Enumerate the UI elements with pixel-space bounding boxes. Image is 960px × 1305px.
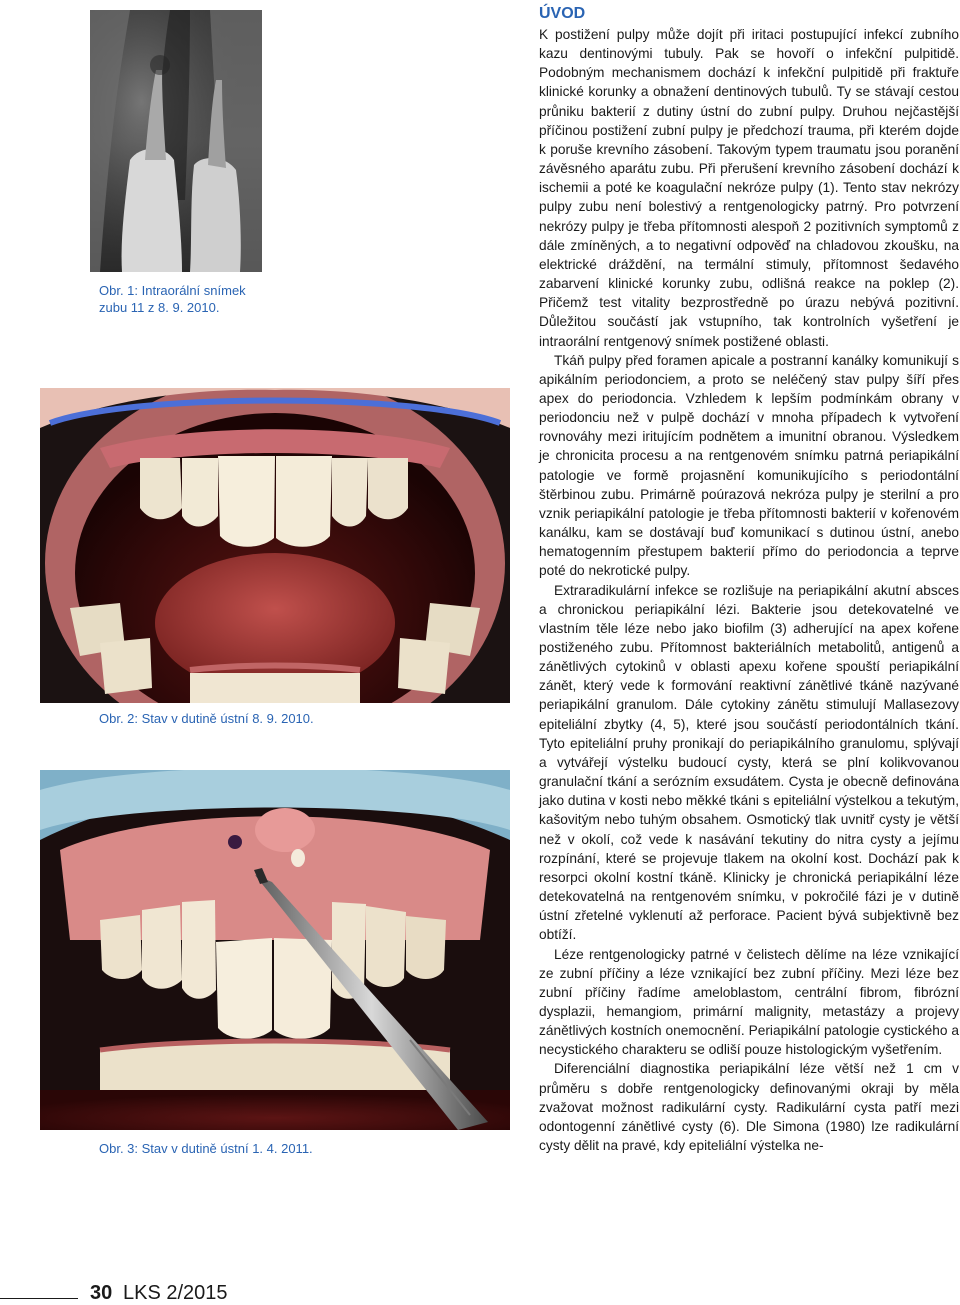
figure-1-caption: Obr. 1: Intraorální snímek zubu 11 z 8. 9. 2010. <box>99 283 246 315</box>
journal-name: LKS 2/2015 <box>123 1282 228 1304</box>
figure-2-caption: Obr. 2: Stav v dutině ústní 8. 9. 2010. <box>99 711 314 726</box>
article-paragraph: Léze rentgenologicky patrné v čelistech dělíme na léze vznikající ze zubní příčiny a léze vznikající bez zubní příčiny. Mezi léze bez zubní příčiny řadíme ameloblastom, centrální fibrom, fibrózní dysplazii, hemangiom, primární malignity, metastázy a projevy zánětlivých kostních onemocnění. Periapikální patologie cystického a necystického charakteru se odliší pouze histologickým vyšetřením. <box>539 946 959 1058</box>
figure-xray-image <box>90 10 262 272</box>
figure-mouth-photo-1 <box>40 388 510 703</box>
article-paragraph: Extraradikulární infekce se rozlišuje na periapikální akutní absces a chronickou periapikální lézi. Bakterie jsou detekovatelné ve vlastním těle léze nebo jako biofilm (3) adherující na apex kořene postiženého zubu. Přítomnost bakteriálních metabolitů, antigenů a zánětlivých cytokinů v oblasti apexu kořene spouští periapikální zánět, který vede k formování reaktivní zánětlivé tkáně nazývané periapikální granulom. Dále cytokiny zánětu stimulují Mallasezovy epiteliální zbytky (4, 5), které jsou součástí periodontálních tkání. Tyto epiteliální pruhy pronikají do periapikálního granulomu, splývají a vytvářejí výstelku budoucí cysty, která se plní kolikvovanou granulační tkání a serózním exsudátem. Cysta je obecně definována jako dutina v kosti nebo měkké tkáni s epiteliální výstelkou a tekutým, kašovitým nebo tuhým obsahem. Osmotický tlak uvnitř cysty je větší než v okolí, což vede k nasávání tekutiny do nitra cysty a jejímu rozpínání, které se projevuje tlakem na okolní kost. Dochází pak k resorpci okolní kostní tkáně. Klinicky je chronická periapikální léze detekovatelná na rentgenovém snímku, v pokročilé fázi je v dutině ústní zřetelné vyklenutí až perforace. Pacient bývá subjektivně bez obtíží. <box>539 582 959 943</box>
article-paragraph: Tkáň pulpy před foramen apicale a postranní kanálky komunikují s apikálním periodonciem, a proto se neléčený stav pulpy šíří přes apex do periodoncia. Vzhledem k lepším podmínkám obrany v periodonciu než v pulpě dochází v mnoha případech k vytvoření rovnováhy mezi iritujícím podnětem a imunitní obranou. Výsledkem je chronicita procesu a na rentgenovém snímku patrná periapikální patologie ve formě projasnění komunikujícího s periodontální štěrbinou zubu. Primárně poúrazová nekróza pulpy je sterilní a pro vznik periapikální patologie je třeba přítomnosti bakterií v kořenovém kanálku, kam se dostávají buď komunikací s dutinou ústní, anebo hematogenním přestupem bakterií přímo do periodoncia a teprve poté do nekrotické pulpy. <box>539 352 959 579</box>
figure-mouth-photo-2 <box>40 770 510 1130</box>
page-number: 30 <box>90 1282 113 1304</box>
article-paragraph: K postižení pulpy může dojít při iritaci postupující infekcí zubního kazu dentinovými tubuly. Pak se hovoří o infekční pulpitidě. Podobným mechanismem dochází k infekční pulpitidě při fraktuře klinické korunky a obnažení dentinových tubulů. Ty se stávají cestou průniku bakterií z dutiny ústní do zubní pulpy. Druhou nejčastější příčinou postižení zubní pulpy je předchozí trauma, při kterém dojde k poruše krevního zásobení. Takovým typem traumatu jsou poranění závěsného aparátu zubu. Při přerušení krevního zásobení dochází k ischemii a poté ke koagulační nekróze pulpy (1). Tento stav nekrózy pulpy zubu není bolestivý a rentgenologicky patrný. Pro potvrzení nekrózy pulpy je třeba přítomnosti alespoň 2 pozitivních symptomů z dále zmíněných, a to negativní odpověď na chladovou zkoušku, na elektrické dráždění, na termální stimuly, přítomnost šedavého zabarvení klinické korunky zubu, odlišná reakce na poklep (2). Přičemž test vitality bezprostředně po úrazu nebývá pozitivní. Důležitou součástí jak vstupního, tak kontrolních vyšetření je intraorální rentgenový snímek postižené oblasti. <box>539 27 959 349</box>
figure-3-caption: Obr. 3: Stav v dutině ústní 1. 4. 2011. <box>99 1141 313 1156</box>
article-paragraph: Diferenciální diagnostika periapikální léze větší než 1 cm v průměru s dobře rentgenologicky definovanými okraji by měla zvažovat možnost radikulární cysty. Radikulární cysta patří mezi odontogenní zánětlivé cysty (6). Dle Simona (1980) lze radikulární cysty dělit na pravé, kdy epiteliální výstelka ne- <box>539 1061 959 1154</box>
footer-rule <box>0 1298 78 1299</box>
section-heading: ÚVOD <box>539 5 586 22</box>
article-column <box>539 4 959 1155</box>
